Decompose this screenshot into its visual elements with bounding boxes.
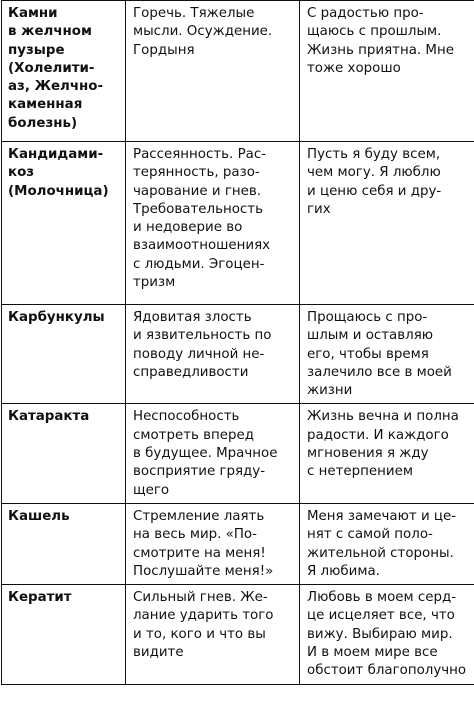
disease-cell: Кандидами- коз (Молочница) bbox=[2, 142, 126, 305]
disease-cell: Кератит bbox=[2, 585, 126, 684]
affirmation-cell: Пусть я буду всем, чем могу. Я люблю и ценю себя и дру- гих bbox=[300, 142, 474, 305]
disease-cell: Камни в желчном пузыре (Холелити- аз, Желчно- каменная болезнь) bbox=[2, 1, 126, 142]
cause-cell: Сильный гнев. Же- лание ударить того и то, кого и что вы видите bbox=[126, 585, 300, 684]
table-row bbox=[2, 1, 474, 142]
table-row bbox=[2, 585, 474, 684]
affirmation-cell: Любовь в моем серд- це исцеляет все, что вижу. Выбираю мир. И в моем мире все обстоит благополучно bbox=[300, 585, 474, 684]
cause-cell: Неспособность смотреть вперед в будущее. Мрачное восприятие гряду- щего bbox=[126, 404, 300, 503]
affirmation-cell: С радостью про- щаюсь с прошлым. Жизнь приятна. Мне тоже хорошо bbox=[300, 1, 474, 142]
cause-cell: Горечь. Тяжелые мысли. Осуждение. Гордыня bbox=[126, 1, 300, 142]
disease-cell: Карбункулы bbox=[2, 305, 126, 404]
affirmation-cell: Меня замечают и це- нят с самой поло- жительной стороны. Я любима. bbox=[300, 503, 474, 584]
table-row bbox=[2, 404, 474, 503]
table-row bbox=[2, 305, 474, 404]
affirmation-cell: Прощаюсь с про- шлым и оставляю его, чтобы время залечило все в моей жизни bbox=[300, 305, 474, 404]
affirmation-cell: Жизнь вечна и полна радости. И каждого мгновения я жду с нетерпением bbox=[300, 404, 474, 503]
disease-cell: Катаракта bbox=[2, 404, 126, 503]
cause-cell: Стремление лаять на весь мир. «По- смотрите на меня! Послушайте меня!» bbox=[126, 503, 300, 584]
table-row bbox=[2, 142, 474, 305]
cause-cell: Рассеянность. Рас- терянность, разо- чарование и гнев. Требовательность и недоверие во взаимоотношениях с людьми. Эгоцен- тризм bbox=[126, 142, 300, 305]
disease-cell: Кашель bbox=[2, 503, 126, 584]
cause-cell: Ядовитая злость и язвительность по поводу личной не- справедливости bbox=[126, 305, 300, 404]
table-row bbox=[2, 503, 474, 584]
disease-table bbox=[1, 0, 474, 685]
